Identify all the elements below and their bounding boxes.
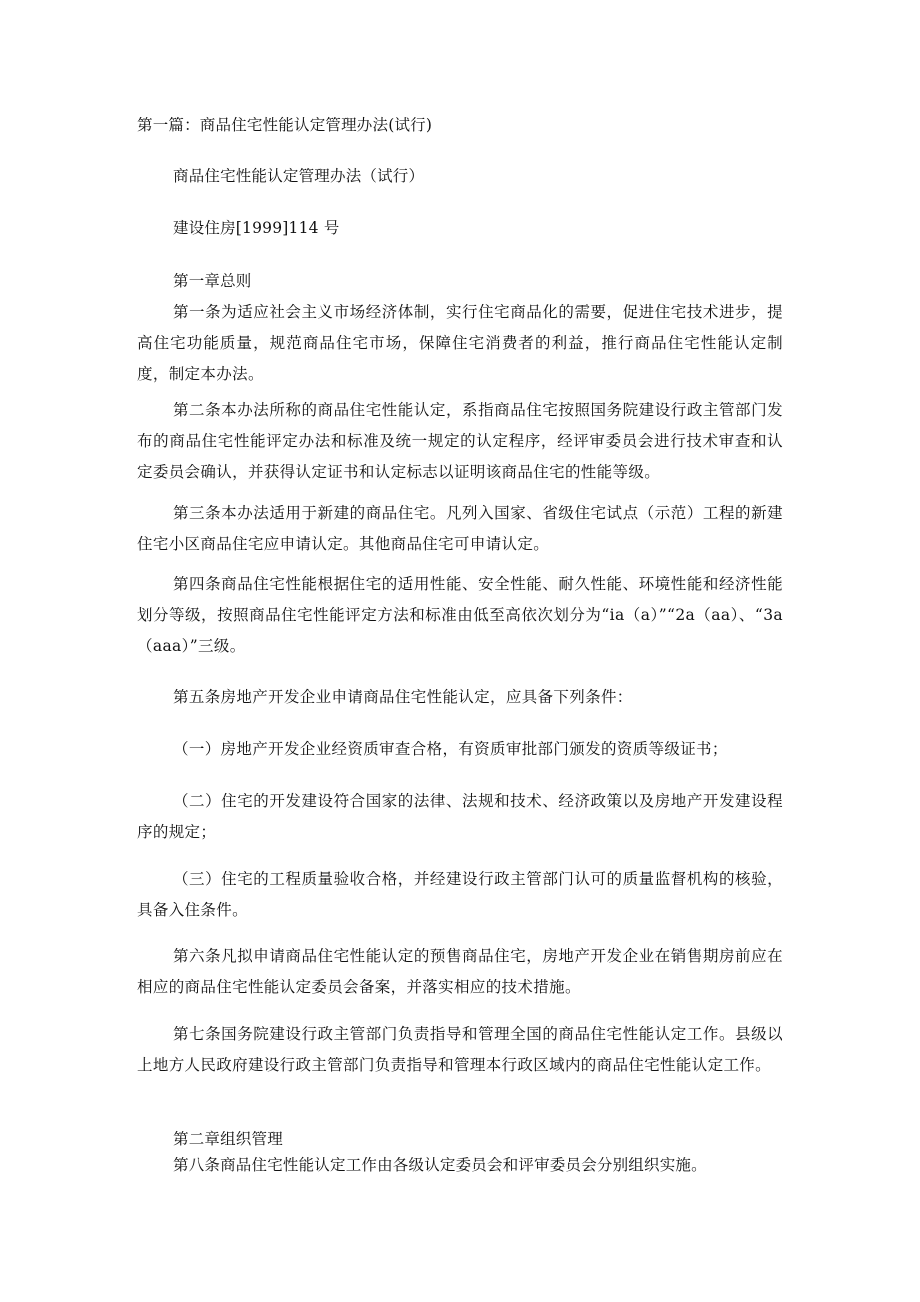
document-number: 建设住房[1999]114 号 [173, 219, 340, 237]
article-5: 第五条房地产开发企业申请商品住宅性能认定，应具备下列条件： [173, 688, 633, 706]
condition-item-2: （二）住宅的开发建设符合国家的法律、法规和技术、经济政策以及房地产开发建设程序的规定； [137, 792, 783, 841]
article-3: 第三条本办法适用于新建的商品住宅。凡列入国家、省级住宅试点（示范）工程的新建住宅小区商品住宅应申请认定。其他商品住宅可申请认定。 [137, 504, 783, 553]
condition-item-1: （一）房地产开发企业经资质审查合格，有资质审批部门颁发的资质等级证书； [173, 740, 728, 758]
article-7: 第七条国务院建设行政主管部门负责指导和管理全国的商品住宅性能认定工作。县级以上地方人民政府建设行政主管部门负责指导和管理本行政区域内的商品住宅性能认定工作。 [137, 1025, 783, 1074]
document-heading: 第一篇：商品住宅性能认定管理办法(试行) [137, 116, 433, 134]
article-1: 第一条为适应社会主义市场经济体制，实行住宅商品化的需要，促进住宅技术进步，提高住宅功能质量，规范商品住宅市场，保障住宅消费者的利益，推行商品住宅性能认定制度，制定本办法。 [137, 303, 783, 383]
document-title: 商品住宅性能认定管理办法（试行） [173, 167, 425, 185]
article-8: 第八条商品住宅性能认定工作由各级认定委员会和评审委员会分别组织实施。 [173, 1156, 707, 1174]
article-4: 第四条商品住宅性能根据住宅的适用性能、安全性能、耐久性能、环境性能和经济性能划分等级，按照商品住宅性能评定方法和标准由低至高依次划分为“ia（a）”“2a（aa）、“3a（aaa）”三级。 [137, 575, 783, 655]
chapter-1-heading: 第一章总则 [173, 272, 252, 290]
article-2: 第二条本办法所称的商品住宅性能认定，系指商品住宅按照国务院建设行政主管部门发布的商品住宅性能评定办法和标准及统一规定的认定程序，经评审委员会进行技术审查和认定委员会确认，并获得认定证书和认定标志以证明该商品住宅的性能等级。 [137, 401, 783, 481]
article-6: 第六条凡拟申请商品住宅性能认定的预售商品住宅，房地产开发企业在销售期房前应在相应的商品住宅性能认定委员会备案，并落实相应的技术措施。 [137, 947, 783, 996]
chapter-2-heading: 第二章组织管理 [173, 1130, 283, 1148]
condition-item-3: （三）住宅的工程质量验收合格，并经建设行政主管部门认可的质量监督机构的核验，具备入住条件。 [137, 870, 783, 919]
